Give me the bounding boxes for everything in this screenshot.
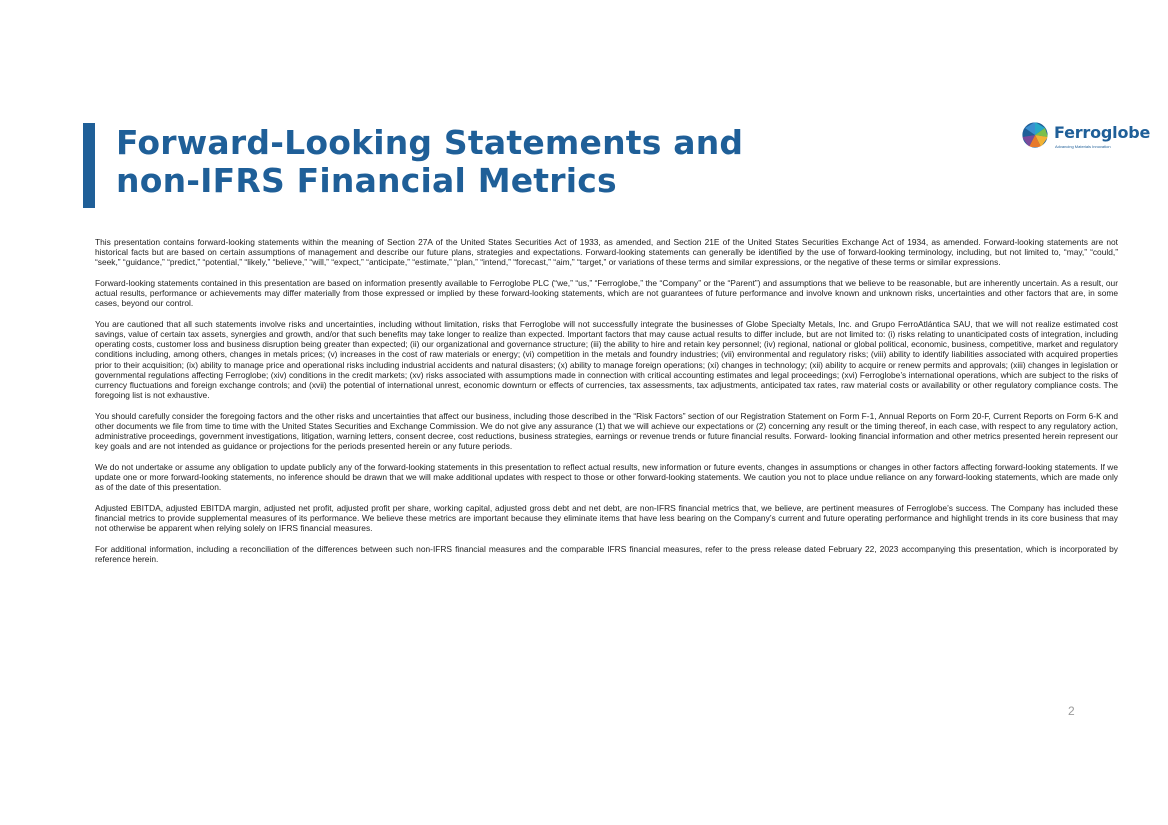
ferroglobe-logo [1021, 121, 1151, 153]
paragraph-risk-factors-list: You are cautioned that all such statements involve risks and uncertainties, including without limitation, risks that Ferroglobe will not successfully integrate the businesses of Globe Specialty Metals, Inc. and Grupo FerroAtlántica SAU, that we will not realize estimated cost savings, value of certain tax assets, synergies and growth, and/or that such benefits may take longer to realize than expected. Important factors that may cause actual results to differ include, but are not limited to: (i) risks relating to unanticipated costs of integration, including operating costs, customer loss and business disruption being greater than expected; (ii) our organizational and governance structure; (iii) the ability to hire and retain key personnel; (iv) regional, national or global political, economic, business, competitive, market and regulatory conditions including, among others, changes in metals prices; (v) increases in the cost of raw materials or energy; (vi) competition in the metals and foundry industries; (vii) environmental and regulatory risks; (viii) ability to identify liabilities associated with acquired properties prior to their acquisition; (ix) ability to manage price and operational risks including industrial accidents and natural disasters; (x) ability to manage foreign operations; (xi) changes in technology; (xii) ability to acquire or renew permits and approvals; (xiii) changes in legislation or governmental regulations affecting Ferroglobe; (xiv) conditions in the credit markets; (xv) risks associated with assumptions made in connection with critical accounting estimates and legal proceedings; (xvi) Ferroglobe’s international operations, which are subject to the risks of currency fluctuations and foreign exchange controls; and (xvii) the potential of international unrest, economic downturn or effects of currencies, tax assessments, tax adjustments, anticipated tax rates, raw material costs or availability or other regulatory compliance costs. The foregoing list is not exhaustive. [95, 318, 1118, 401]
paragraph-non-ifrs-metrics: Adjusted EBITDA, adjusted EBITDA margin, adjusted net profit, adjusted profit per share, working capital, adjusted gross debt and net debt, are non-IFRS financial metrics that, we believe, are pertinent measures of Ferroglobe’s success. The Company has included these financial metrics to provide supplemental measures of its performance. We believe these metrics are important because they eliminate items that have less bearing on the Company’s current and future operating performance and highlight trends in its core business that may not otherwise be apparent when relying solely on IFRS financial measures. [95, 502, 1118, 534]
disclaimer-body [95, 237, 1118, 575]
title-accent-bar [83, 123, 95, 208]
paragraph-additional-information: For additional information, including a reconciliation of the differences between such non-IFRS financial measures and the comparable IFRS financial measures, refer to the press release dated February 22, 2023 accompanying this presentation, which is incorporated by reference herein. [95, 543, 1118, 564]
page-number: 2 [1068, 704, 1075, 718]
paragraph-forward-looking-definition: This presentation contains forward-looking statements within the meaning of Section 27A of the United States Securities Act of 1933, as amended, and Section 21E of the United States Securities Exchange Act of 1934, as amended. Forward-looking statements are not historical facts but are based on certain assumptions of management and describe our future plans, strategies and expectations. Forward-looking statements can generally be identified by the use of forward-looking terminology, including, but not limited to, “may,” “could,” “seek,” “guidance,” “predict,” “potential,” “likely,” “believe,” “will,” “expect,” “anticipate,” “estimate,” “plan,” “intend,” “forecast,” “aim,” “target,” or variations of these terms and similar expressions, or the negative of these terms or similar expressions. [95, 237, 1118, 268]
paragraph-consider-factors: You should carefully consider the foregoing factors and the other risks and uncertainties that affect our business, including those described in the “Risk Factors” section of our Registration Statement on Form F-1, Annual Reports on Form 20-F, Current Reports on Form 6-K and other documents we file from time to time with the United States Securities and Exchange Commission. We do not give any assurance (1) that we will achieve our expectations or (2) concerning any result or the timing thereof, in each case, with respect to any regulatory action, administrative proceedings, government investigations, litigation, warning letters, consent decree, cost reductions, business strategies, earnings or revenue trends or future financial results. Forward- looking financial information and other metrics presented herein represent our key goals and are not intended as guidance or projections for the periods presented herein or any future periods. [95, 410, 1118, 452]
logo-wordmark: Ferroglobe [1054, 123, 1151, 142]
page-title [116, 124, 743, 200]
logo-tagline: Advancing Materials Innovation [1055, 144, 1111, 149]
page-title-line-1: Forward-Looking Statements and [116, 123, 744, 162]
paragraph-no-obligation: We do not undertake or assume any obligation to update publicly any of the forward-looking statements in this presentation to reflect actual results, new information or future events, changes in assumptions or changes in other factors affecting forward-looking statements. If we update one or more forward-looking statements, no inference should be drawn that we will make additional updates with respect to those or other forward-looking statements. We caution you not to place undue reliance on any forward-looking statements, which are made only as of the date of this presentation. [95, 461, 1118, 493]
page-title-line-2: non-IFRS Financial Metrics [116, 161, 617, 200]
paragraph-assumptions: Forward-looking statements contained in this presentation are based on information presently available to Ferroglobe PLC (“we,” “us,” “Ferroglobe,” the “Company” or the “Parent”) and assumptions that we believe to be reasonable, but are inherently uncertain. As a result, our actual results, performance or achievements may differ materially from those expressed or implied by these forward-looking statements, which are not guarantees of future performance and involve known and unknown risks, uncertainties and other factors that are, in some cases, beyond our control. [95, 277, 1118, 309]
ferroglobe-globe-icon [1021, 121, 1049, 149]
